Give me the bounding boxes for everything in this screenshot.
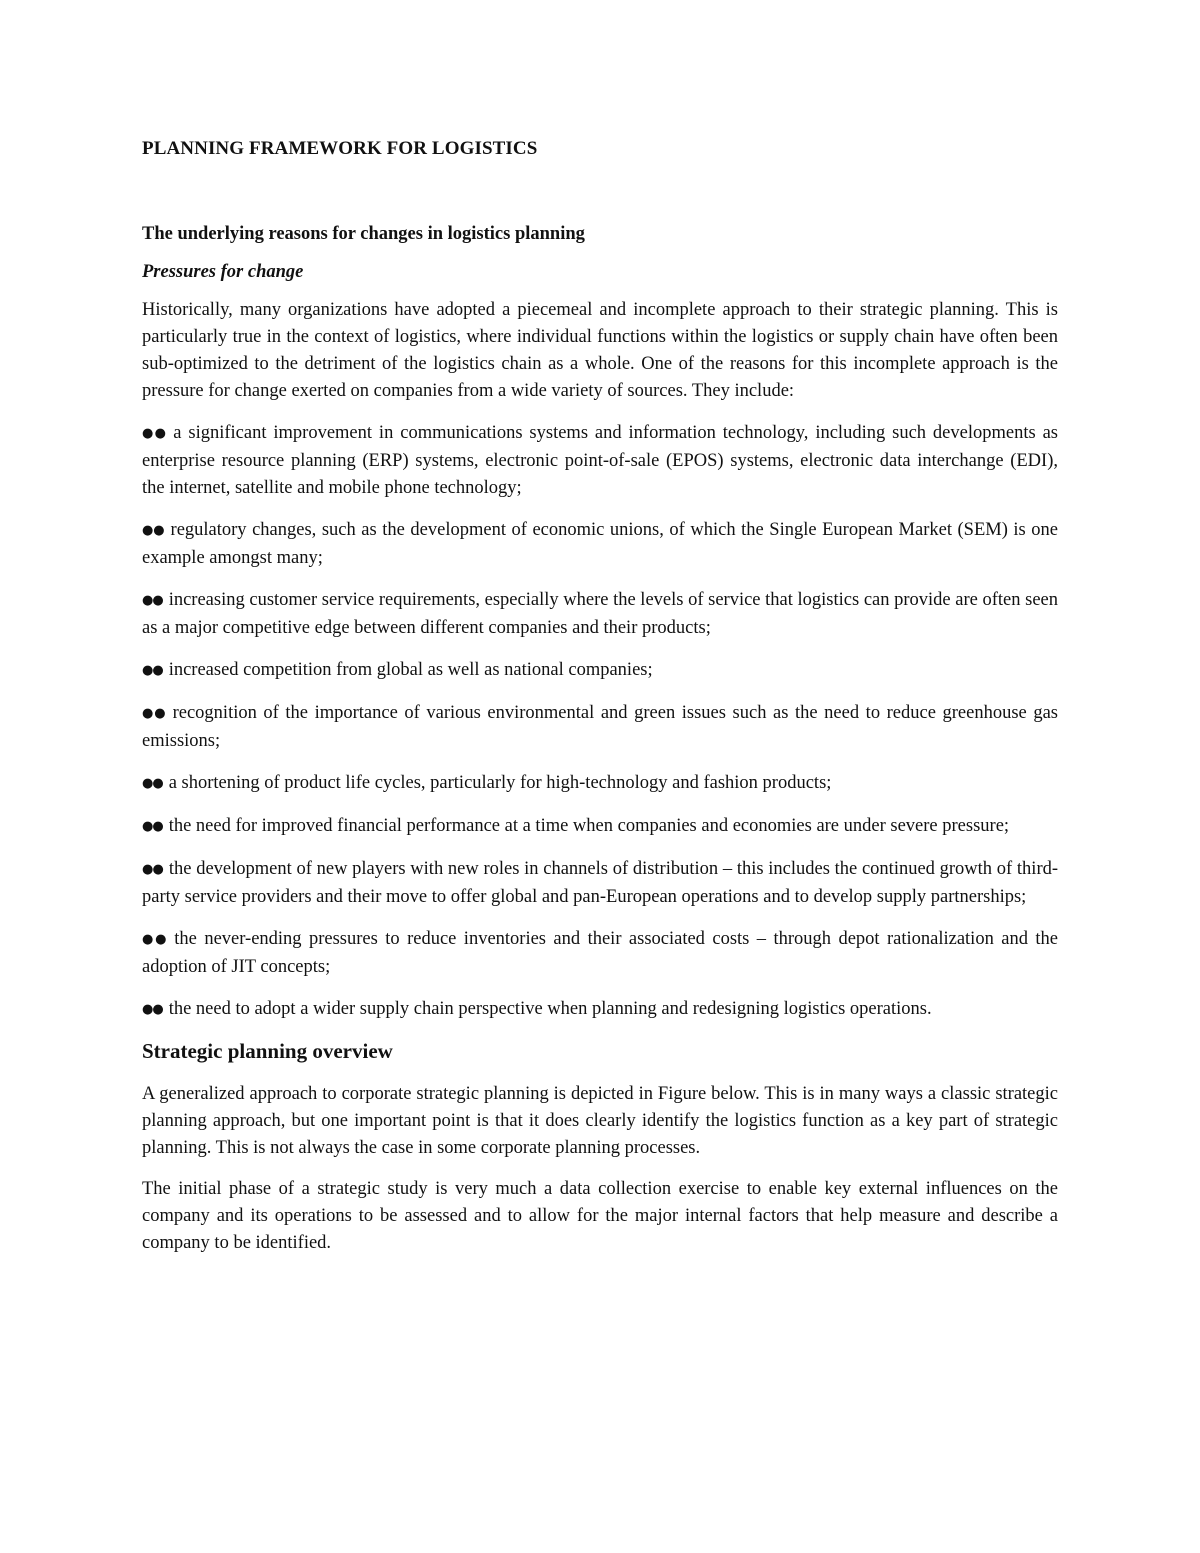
list-item [142, 856, 1058, 911]
list-item [142, 770, 1058, 798]
list-item [142, 926, 1058, 981]
list-item-text: a significant improvement in communications systems and information technology, including such developments as enterprise resource planning (ERP) systems, electronic point-of-sale (EPOS) systems, electronic data interchange (EDI), the internet, satellite and mobile phone technology; [142, 423, 1059, 498]
bullet-icon: ●● [142, 862, 163, 877]
list-item-text: increased competition from global as well as national companies; [168, 660, 653, 680]
list-item [142, 587, 1058, 642]
document-page [142, 138, 1058, 1257]
overview-paragraph: A generalized approach to corporate strategic planning is depicted in Figure below. This is in many ways a classic strategic planning approach, but one important point is that it does clearly identify the logistics function as a key part of strategic planning. This is not always the case in some corporate planning processes. [142, 1084, 1058, 1158]
list-item-text: recognition of the importance of various environmental and green issues such as the need to reduce greenhouse gas emissions; [142, 703, 1058, 751]
list-item [142, 657, 1058, 685]
list-item-text: the development of new players with new roles in channels of distribution – this includes the continued growth of third-party service providers and their move to offer global and pan-European operations and to develop supply partnerships; [142, 859, 1059, 907]
list-item-text: the need for improved financial performance at a time when companies and economies are under severe pressure; [168, 816, 1010, 836]
bullet-icon: ●● [142, 706, 167, 721]
overview-paragraph: The initial phase of a strategic study is very much a data collection exercise to enable key external influences on the company and its operations to be assessed and to allow for the major internal factors that help measure and describe a company to be identified. [142, 1179, 1058, 1253]
list-item-text: a shortening of product life cycles, particularly for high-technology and fashion products; [168, 773, 832, 793]
document-title: PLANNING FRAMEWORK FOR LOGISTICS [142, 138, 538, 159]
bullet-icon: ●● [142, 819, 163, 834]
bullet-icon: ●● [142, 1002, 163, 1017]
list-item-text: regulatory changes, such as the development of economic unions, of which the Single European Market (SEM) is one example amongst many; [142, 520, 1059, 568]
subheading-pressures-for-change: Pressures for change [142, 262, 304, 282]
list-item [142, 700, 1058, 755]
list-item-text: the need to adopt a wider supply chain perspective when planning and redesigning logistics operations. [168, 999, 932, 1019]
bullet-icon: ●● [142, 663, 163, 678]
bullet-icon: ●● [142, 523, 165, 538]
bullet-icon: ●● [142, 776, 163, 791]
list-item [142, 813, 1058, 841]
bullet-icon: ●● [142, 426, 168, 441]
bullet-icon: ●● [142, 932, 169, 947]
list-item [142, 996, 1058, 1024]
pressures-list [142, 420, 1058, 1024]
list-item-text: increasing customer service requirements, especially where the levels of service that logistics can provide are often seen as a major competitive edge between different companies and their products; [142, 590, 1058, 638]
list-item-text: the never-ending pressures to reduce inventories and their associated costs – through depot rationalization and the adoption of JIT concepts; [142, 929, 1058, 977]
bullet-icon: ●● [142, 593, 163, 608]
section-heading-strategic-planning-overview: Strategic planning overview [142, 1039, 393, 1063]
section-heading-reasons: The underlying reasons for changes in logistics planning [142, 224, 585, 244]
list-item [142, 420, 1058, 502]
list-item [142, 517, 1058, 572]
intro-paragraph: Historically, many organizations have adopted a piecemeal and incomplete approach to their strategic planning. This is particularly true in the context of logistics, where individual functions within the logistics or supply chain have often been sub-optimized to the detriment of the logistics chain as a whole. One of the reasons for this incomplete approach is the pressure for change exerted on companies from a wide variety of sources. They include: [142, 300, 1058, 401]
